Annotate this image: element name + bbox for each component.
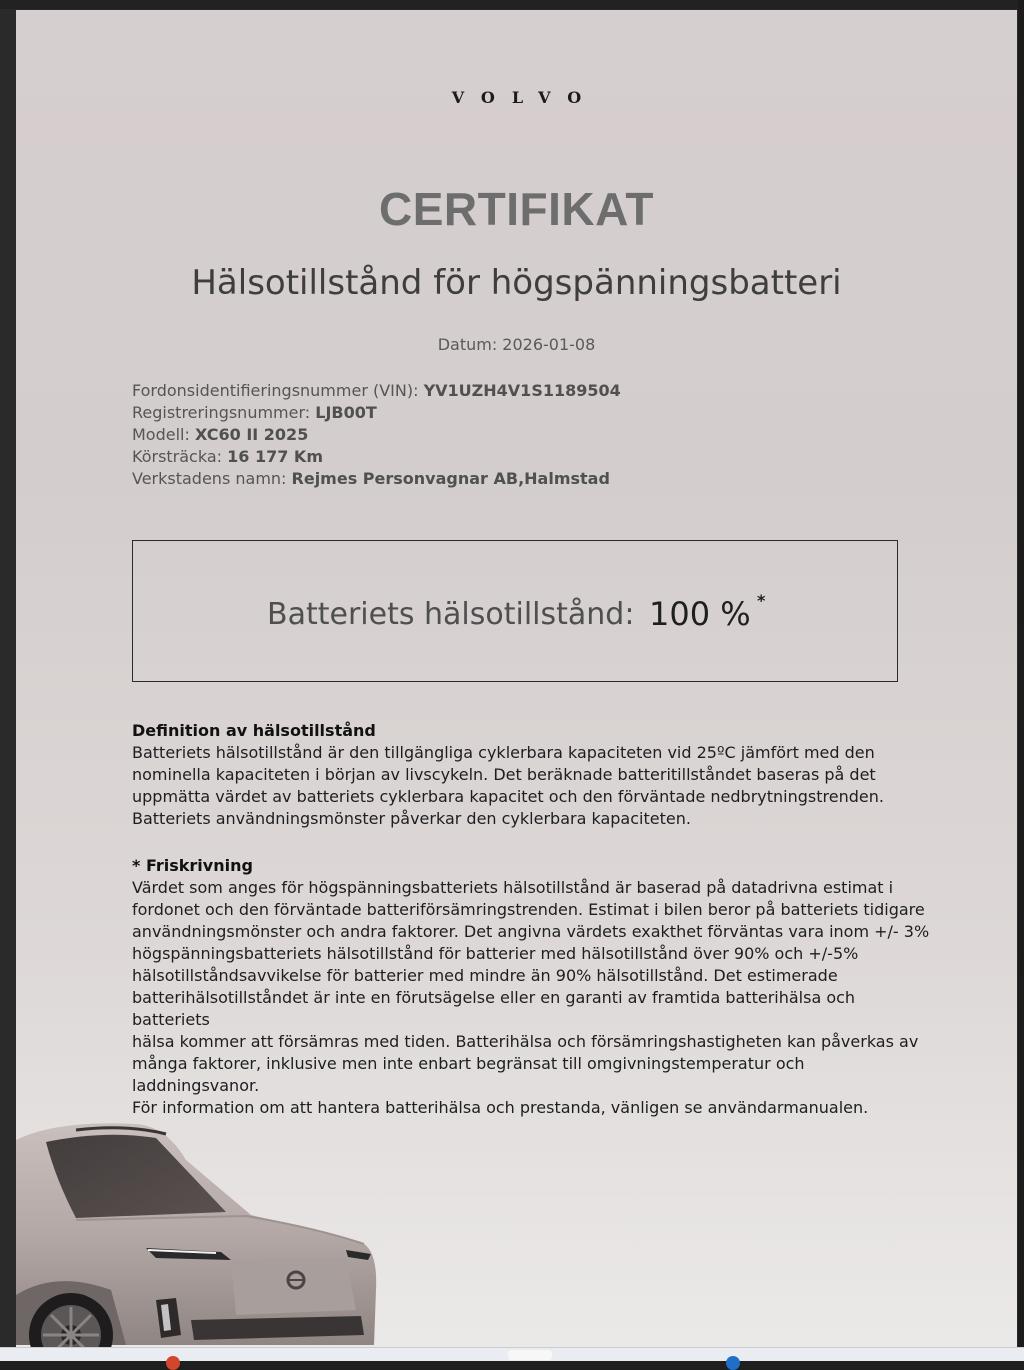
mileage-row [132,446,621,468]
definition-line: uppmätta värdet av batteriets cyklerbara kapacitet och den förväntade nedbrytningstrenden. [132,787,884,806]
disclaimer-heading: * Friskrivning [132,856,253,875]
disclaimer-line: Värdet som anges för högspänningsbatteriets hälsotillstånd är baserad på datadrivna estimat i [132,878,894,897]
definition-line: Batteriets användningsmönster påverkar den cyklerbara kapaciteten. [132,809,691,828]
disclaimer-line: många faktorer, inklusive men inte enbart begränsat till omgivningstemperatur och laddningsvanor. [132,1054,805,1095]
disclaimer-line: högspänningsbatteriets hälsotillstånd för batterier med hälsotillstånd över 90% och +/-5% [132,944,859,963]
registration-row [132,402,621,424]
vin-label: Fordonsidentifieringsnummer (VIN): [132,381,424,400]
definition-section [132,720,932,830]
certificate-title: CERTIFIKAT [378,183,654,235]
window-top-edge [0,0,1024,9]
workshop-value: Rejmes Personvagnar AB,Halmstad [291,469,610,488]
model-value: XC60 II 2025 [194,425,309,444]
registration-value: LJB00T [315,403,377,422]
battery-health-footnote-marker: * [757,591,766,610]
mileage-value: 16 177 Km [227,447,323,466]
vin-row [132,380,621,402]
workshop-label: Verkstadens namn: [132,469,292,488]
mileage-label: Körsträcka: [132,447,228,466]
disclaimer-line: hälsa kommer att försämras med tiden. Batterihälsa och försämringshastigheten kan påverkas av [132,1032,919,1051]
disclaimer-line: batterihälsotillståndet är inte en förutsägelse eller en garanti av framtida batterihälsa och batteriets [132,988,856,1029]
definition-line: Batteriets hälsotillstånd är den tillgängliga cyklerbara kapaciteten vid 25ºC jämfört med den [132,743,875,762]
taskbar-app-icon[interactable] [726,1356,740,1370]
disclaimer-line: fordonet och den förväntade batteriförsämringstrenden. Estimat i bilen beror på batteriets tidigare [132,900,925,919]
battery-health-box [132,540,898,682]
registration-label: Registreringsnummer: [132,403,316,422]
definition-line: nominella kapaciteten i början av livscykeln. Det beräknade batteritillståndet baseras på det [132,765,876,784]
definition-heading: Definition av hälsotillstånd [132,721,376,740]
taskbar-app-icon[interactable] [166,1356,180,1370]
disclaimer-section [132,855,932,1119]
taskbar-app-icon[interactable] [508,1350,552,1360]
battery-health-value: 100 % [649,595,751,633]
vehicle-info-block [132,380,621,490]
workshop-row [132,468,621,490]
disclaimer-line: användningsmönster och andra faktorer. Det angivna värdets exakthet förväntas vara inom +/- 3% [132,922,930,941]
taskbar [0,1347,1024,1361]
model-label: Modell: [132,425,195,444]
certificate-subtitle: Hälsotillstånd för högspänningsbatteri [191,263,842,303]
certificate-date: Datum: 2026-01-08 [437,335,596,354]
disclaimer-line: För information om att hantera batterihälsa och prestanda, vänligen se användarmanualen. [132,1098,869,1117]
volvo-logo: VOLVO [451,88,599,107]
volvo-car-image [16,1120,386,1347]
window-right-edge [1018,0,1024,1360]
battery-health-label: Batteriets hälsotillstånd: [267,597,635,632]
certificate-page [16,10,1017,1347]
vin-value: YV1UZH4V1S1189504 [423,381,621,400]
model-row [132,424,621,446]
disclaimer-line: hälsotillståndsavvikelse för batterier med mindre än 90% hälsotillstånd. Det estimerade [132,966,838,985]
